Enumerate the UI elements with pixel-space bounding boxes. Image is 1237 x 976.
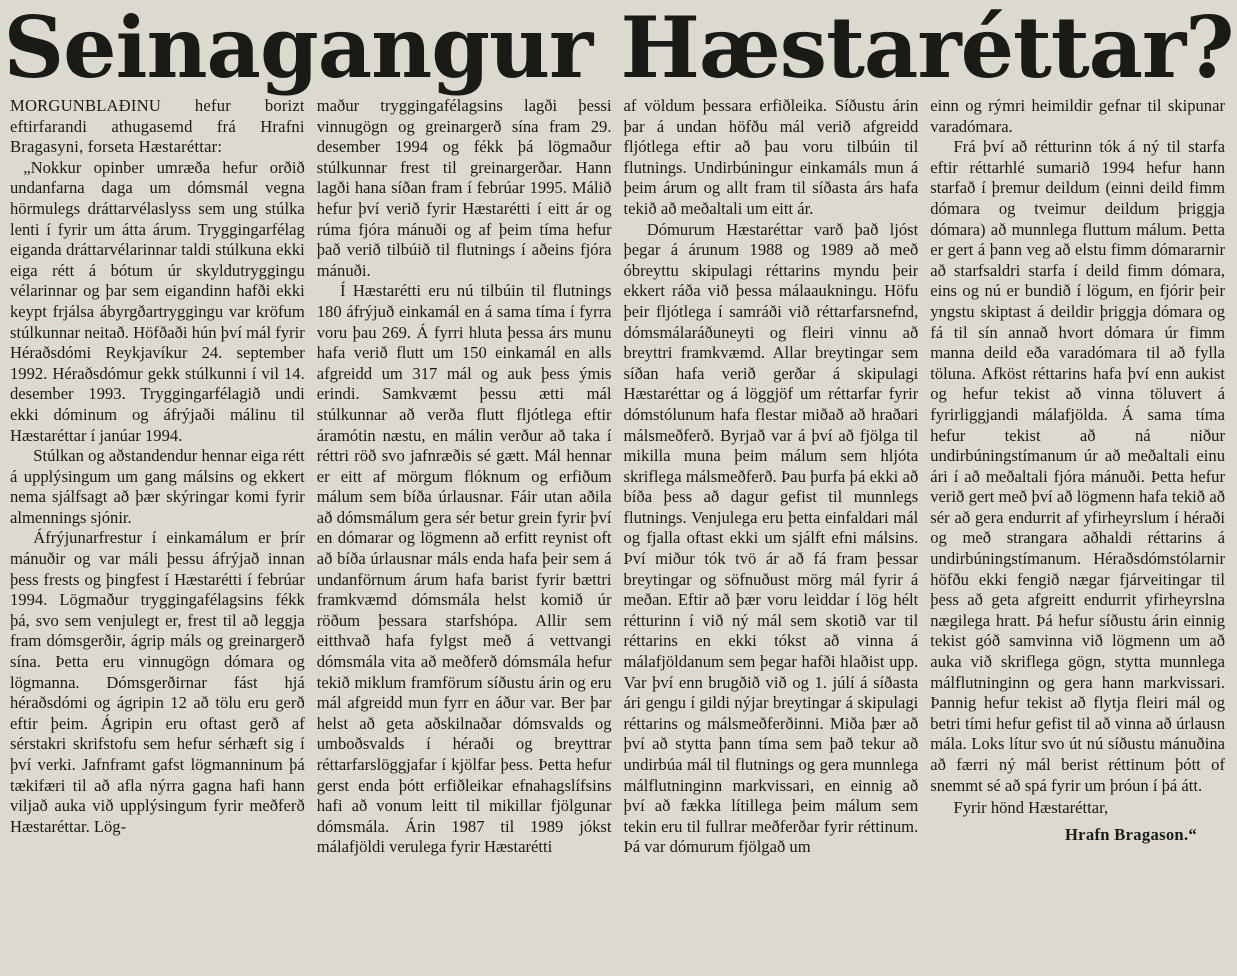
paragraph: Frá því að rétturinn tók á ný til starfa eftir réttarhlé sumarið 1994 hefur hann starfað í þremur deildum (einni deild fimm dómara og tveimur deildum þriggja dómara) að munnlega fluttum málum. Þetta er gert á þann veg að elstu fimm dómararnir að starfsaldri starfa í deild fimm dómara, eins og nú er bundið í lögum, en fjórir þeir yngstu skiptast á deildir þriggja dómara og fá til sín annað hvort dómara úr fimm manna deild eða varadómara til að fylla töluna. Afköst réttarins hafa því enn aukist og hefur tekist að vinna töluvert á fyrirliggjandi málafjölda. Á sama tíma hefur tekist að ná niður undirbúningstímanum úr að meðaltali einu ári í að meðaltali fjóra mánuði. Þetta hefur verið gert með því að lögmenn hafa tekið að sér að gera endurrit af yfirheyrslum í héraði og með strangara aðhaldi réttarins á undirbúningstímanum. Héraðsdómstólarnir höfðu ekki fengið nægar fjárveitingar til þess að geta afgreitt endurrit yfirheyrslna nægilega hratt. Þá hefur síðustu árin einnig tekist góð samvinna við lögmenn um að auka við skriflega gögn, stytta munnlega málflutninginn og gera hann markvissari. Þannig hefur tekist að flytja fleiri mál og betri tími hefur gefist til að vinna að úrlausn mála. Loks lítur svo út nú síðustu mánuðina að færri ný mál berist réttinum þótt of snemmt sé að spá fyrir um þróun í þá átt. [930,137,1225,795]
closing-line: Fyrir hönd Hæstaréttar, [953,798,1109,818]
column-2 [317,96,612,972]
signature: Hrafn Bragason.“ [1064,824,1197,844]
column-3 [624,96,919,972]
paragraph: Áfrýjunarfrestur í einkamálum er þrír mánuðir og var máli þessu áfrýjað innan þess frests og þingfest í Hæstarétti í febrúar 1994. Lögmaður tryggingafélagsins fékk þá, svo sem venjulegt er, frest til að leggja fram dómsgerðir, ágrip máls og greinargerð sína. Þetta eru vinnugögn dómara og lögmanna. Dómsgerðirnar fást hjá héraðsdómi og ágripin 12 að tölu eru gerð eftir þeim. Ágripin eru oftast gerð af sérstakri skrifstofu sem hefur sérhæft sig í því verki. Jafnframt gafst lögmanninum þá tækifæri til að afla nýrra gagna hafi hann viljað auka við upplýsingum fyrir meðferð Hæstaréttar. Lög- [10,528,305,836]
column-4 [930,96,1225,972]
paragraph: „Nokkur opinber umræða hefur orðið undanfarna daga um dómsmál vegna hörmulegs dráttarvélaslyss sem ung stúlka lenti í fyrir um átta árum. Tryggingarfélag eiganda dráttarvélarinnar taldi stúlkuna ekki eiga rétt á bótum úr skyldutryggingu vélarinnar og þar sem eigandinn hafði ekki keypt frjálsa ábyrgðartryggingu var kröfum stúlkunnar neitað. Höfðaði hún því mál fyrir Héraðsdómi Reykjavíkur 24. september 1992. Héraðsdómur gekk stúlkunni í vil 14. desember 1993. Tryggingarfélagið undi ekki dóminum og áfrýjaði málinu til Hæstaréttar í janúar 1994. [10,157,305,445]
paragraph: Dómurum Hæstaréttar varð það ljóst þegar á árunum 1988 og 1989 að með óbreyttu skipulagi réttarins myndu þeir ekkert ráða við þessa málaaukningu. Höfu þeir fljótlega í samráði við réttarfarsnefnd, dómsmálaráðuneyti og fleiri vinnu að breyttri framkvæmd. Allar breytingar sem síðan hafa verið gerðar á skipulagi Hæstaréttar og á löggjöf um réttarfar fyrir dómstólunum hafa flestar miðað að hraðari málsmeðferð. Byrjað var á því að fjölga til mikilla muna þeim málum sem hljóta skriflega málsmeðferð. Þau þurfa þá ekki að bíða þess að dagur gefist til munnlegs flutnings. Venjulega eru þetta einfaldari mál og fjalla oftast ekki um sjálft efni málsins. Því miður tók tvö ár að fá fram þessar breytingar og söfnuðust mörg mál fyrir á meðan. Eftir að þær voru leiddar í lög hélt rétturinn í við ný mál sem skotið var til réttarins en ekki tókst að vinna á málafjöldanum sem þegar hafði hlaðist upp. Var því enn brugðið við og 1. júlí á síðasta ári gengu í gildi nýjar breytingar á skipulagi réttarins og málsmeðferðinni. Miða þær að því að stytta þann tíma sem það tekur að undirbúa mál til flutnings og gera munnlega málflutninginn markvissari, en einnig að því að fækka lítillega þeim málum sem tekin eru til fullrar meðferðar fyrir réttinum. Þá var dómurum fjölgað um [623,219,919,857]
paragraph: Í Hæstarétti eru nú tilbúin til flutnings 180 áfrýjuð einkamál en á sama tíma í fyrra voru þau 269. Á fyrri hluta þessa árs munu hafa verið flutt um 150 einkamál en alls afgreidd um 317 mál og auk þess ýmis erindi. Samkvæmt þessu ætti mál stúlkunnar að verða flutt fljótlega eftir áramótin næstu, en málin verður að taka í réttri röð svo jafnræðis sé gætt. Mál hennar er eitt af mörgum flóknum og erfiðum málum sem bíða úrlausnar. Fáir utan aðila að dómsmálum gera sér betur grein fyrir því en dómarar og lögmenn að erfitt reynist oft að bíða úrlausnar máls enda hafa þeir sem á undanförnum árum hafa barist fyrir bættri framkvæmd dómsmála helst komið úr röðum þessara starfshópa. Allir sem eitthvað hafa fylgst með á vettvangi dómsmála vita að meðferð dómsmála hefur tekið miklum framförum síðustu árin og eru mál afgreidd mun fyrr en áður var. Ber þar helst að geta aðskilnaðar dómsvalds og umboðsvalds í héraði og breyttrar réttarfarslöggjafar í kjölfar þess. Þetta hefur gerst enda þótt erfiðleikar efnahagslífsins hafi að vonum leitt til mikillar fjölgunar dómsmála. Árin 1987 til 1989 jókst málafjöldi verulega fyrir Hæstarétti [316,281,612,857]
paragraph: Stúlkan og aðstandendur hennar eiga rétt á upplýsingum um gang málsins og ekkert nema sjálfsagt að þær skýringar komi fyrir almennings sjónir. [10,446,305,527]
article-body [10,96,1225,972]
headline: Seinagangur Hæstaréttar? [3,0,1234,97]
paragraph: einn og rýmri heimildir gefnar til skipunar varadómara. [930,96,1225,136]
column-1 [10,96,305,972]
paragraph: maður tryggingafélagsins lagði þessi vinnugögn og greinargerð sína fram 29. desember 1994 og fékk þá lögmaður stúlkunnar frest til greinargerðar. Hann lagði hana síðan fram í febrúar 1995. Málið hefur því verið fyrir Hæstarétti í eitt ár og rúma fjóra mánuði og af þeim tíma hefur það verið tilbúið til flutnings í aðeins fjóra mánuði. [316,96,612,280]
article-intro: MORGUNBLAÐINU hefur borizt eftirfarandi athugasemd frá Hrafni Bragasyni, forseta Hæstaréttar: [10,96,305,157]
paragraph: af völdum þessara erfiðleika. Síðustu árin þar á undan höfðu mál verið afgreidd fljótlega eftir að þau voru tilbúin til flutnings. Undirbúningur einkamáls mun á þeim árum og allt fram til síðasta árs hafa tekið að meðaltali um eitt ár. [623,96,919,218]
